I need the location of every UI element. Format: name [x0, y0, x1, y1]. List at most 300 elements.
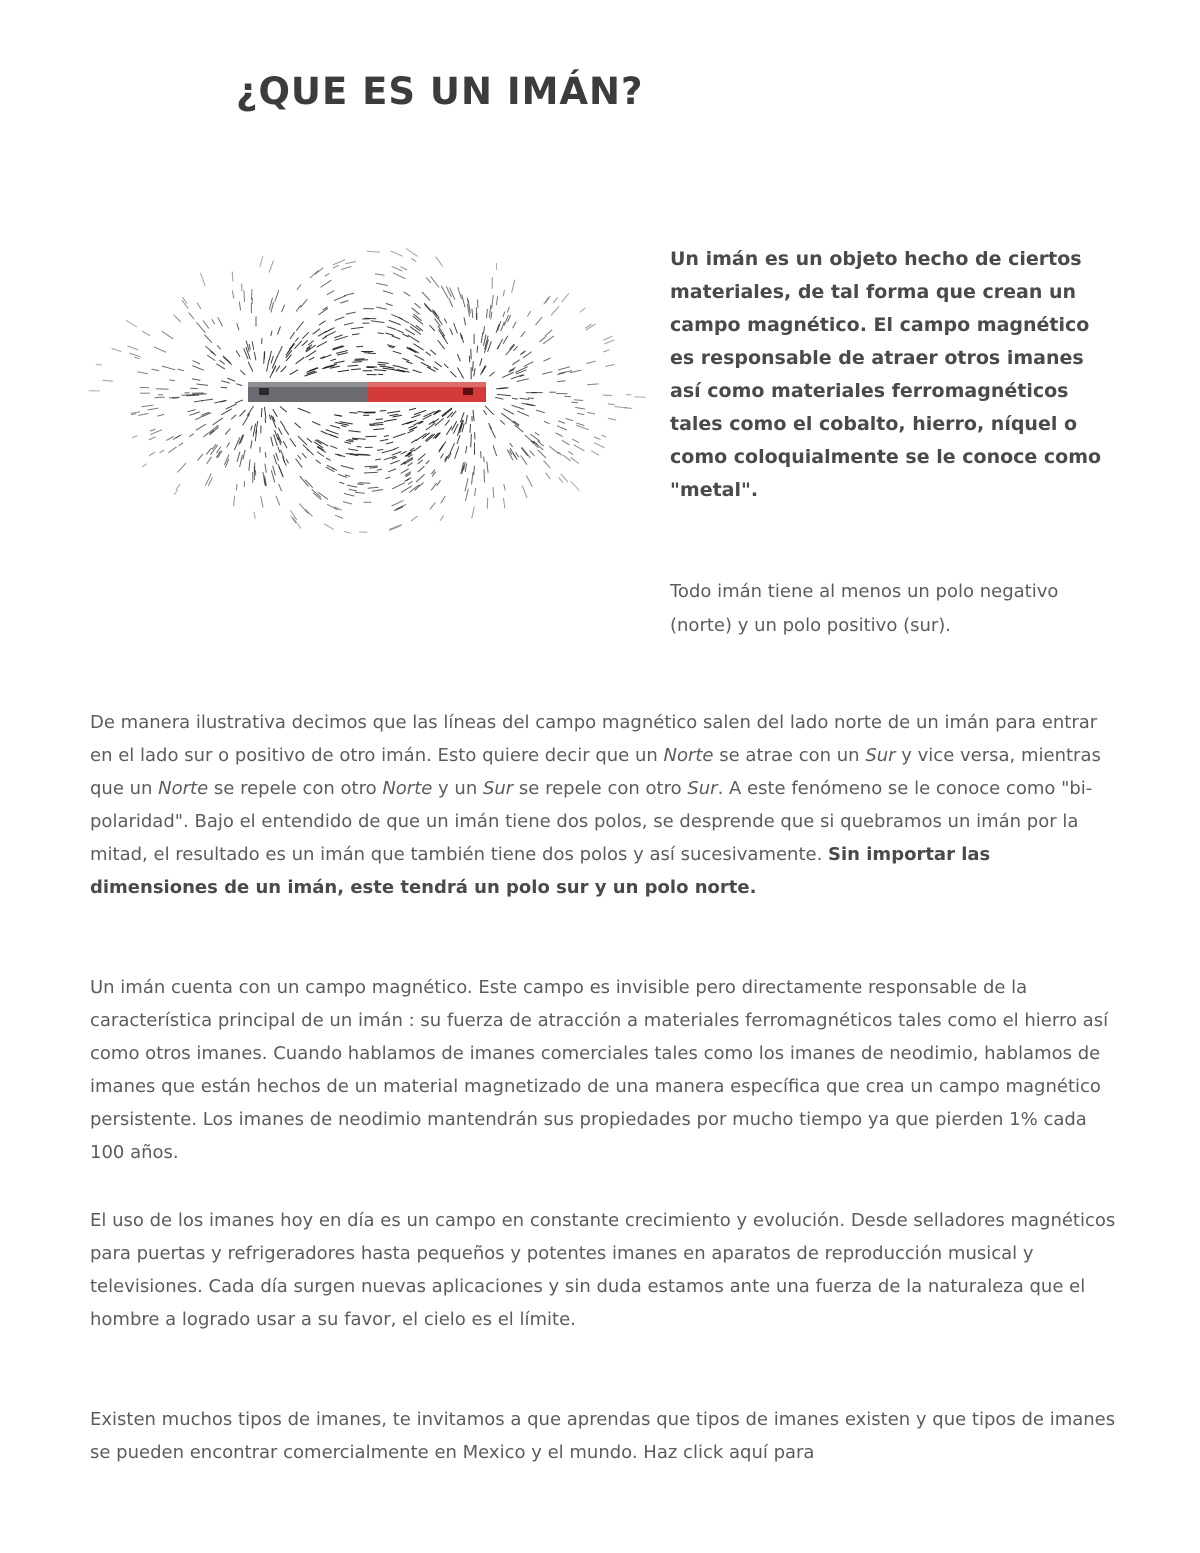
iron-filing: [528, 398, 534, 399]
iron-filing: [608, 404, 615, 405]
iron-filing: [512, 398, 518, 399]
iron-filing: [278, 447, 280, 453]
iron-filing: [393, 351, 402, 354]
iron-filing: [254, 512, 255, 519]
iron-filing: [572, 439, 579, 443]
iron-filing: [477, 346, 478, 353]
iron-filing: [449, 298, 453, 307]
iron-filing: [341, 466, 354, 470]
iron-filing: [426, 277, 431, 283]
iron-filing: [559, 371, 572, 374]
iron-filing: [506, 345, 515, 355]
iron-filing: [482, 366, 486, 373]
iron-filing: [269, 351, 271, 360]
iron-filing: [321, 280, 332, 287]
iron-filing: [357, 447, 362, 448]
iron-filing: [195, 418, 200, 420]
iron-filing: [327, 291, 335, 295]
iron-filing: [189, 434, 194, 437]
iron-filing: [160, 450, 164, 453]
iron-filing: [219, 360, 224, 364]
iron-filing: [169, 397, 180, 398]
iron-filing: [557, 381, 565, 382]
iron-filing: [466, 415, 468, 424]
iron-filing: [154, 347, 166, 353]
iron-filing: [576, 425, 589, 430]
iron-filing: [330, 425, 340, 428]
iron-filing: [330, 446, 337, 449]
iron-filing: [359, 532, 367, 533]
iron-filing: [138, 414, 148, 416]
iron-filing: [344, 493, 355, 496]
iron-filing: [231, 415, 236, 419]
iron-filing: [495, 397, 503, 399]
iron-filing: [451, 411, 456, 417]
iron-filing: [334, 335, 342, 338]
iron-filing: [571, 457, 579, 463]
iron-filing: [290, 370, 298, 375]
iron-filing: [326, 467, 335, 472]
iron-filing: [553, 297, 558, 303]
iron-filing: [343, 502, 352, 505]
iron-filing: [474, 368, 475, 376]
iron-filing: [339, 482, 344, 484]
iron-filing: [594, 437, 601, 440]
iron-filing: [426, 352, 431, 356]
iron-filing: [281, 366, 287, 372]
iron-filing: [335, 317, 345, 321]
iron-filing: [441, 454, 444, 459]
iron-filing: [134, 357, 140, 359]
iron-filing: [415, 303, 421, 308]
iron-filing: [373, 429, 384, 430]
iron-filing: [512, 280, 515, 293]
iron-filing: [226, 404, 237, 409]
magnetic-field-paragraph: Un imán cuenta con un campo magnético. Este campo es invisible pero directamente responsable de la característica principal de un imán : su fuerza de atracción a materiales ferromagnéticos tales como el hierro así como otros imanes. Cuando hablamos de imanes comerciales tales como los imanes de neodimio, hablamos de imanes que están hechos de un material magnetizado de una manera específica que crea un campo magnético persistente. Los imanes de neodimio mantendrán sus propiedades por mucho tiempo ya que pierden 1% cada 100 años.: [90, 977, 1109, 1163]
iron-filing: [271, 356, 273, 364]
iron-filing: [293, 518, 301, 529]
iron-filing: [406, 361, 412, 363]
iron-filing: [496, 296, 497, 305]
iron-filing: [357, 484, 363, 485]
iron-filing: [418, 454, 426, 461]
iron-filing: [149, 452, 155, 456]
iron-filing: [389, 414, 398, 416]
iron-filing: [385, 333, 394, 335]
iron-filing: [521, 448, 528, 456]
iron-filing: [405, 329, 415, 335]
iron-filing: [307, 449, 314, 455]
iron-filing: [162, 366, 175, 370]
iron-filing: [586, 361, 595, 364]
iron-filing: [132, 436, 138, 438]
iron-filing: [198, 454, 203, 460]
iron-filing: [201, 399, 213, 401]
iron-filing: [352, 334, 359, 335]
iron-filing: [142, 331, 150, 336]
iron-filing: [436, 257, 443, 267]
iron-filing: [317, 341, 327, 347]
iron-filing: [260, 256, 263, 267]
iron-filing: [193, 361, 201, 365]
iron-filing: [445, 420, 450, 426]
iron-filing: [249, 344, 250, 350]
iron-filing: [392, 452, 402, 456]
iron-filing: [416, 474, 425, 482]
iron-filing: [351, 369, 361, 370]
iron-filing: [129, 353, 140, 357]
iron-filing: [503, 290, 504, 297]
iron-filing: [348, 431, 360, 432]
iron-filing: [177, 463, 186, 473]
iron-filing: [536, 410, 545, 413]
iron-filing: [539, 336, 546, 342]
iron-filing: [431, 276, 439, 287]
iron-filing: [522, 447, 531, 458]
iron-filing: [408, 481, 413, 484]
iron-filing: [208, 425, 218, 433]
iron-filing: [563, 455, 570, 461]
iron-filing: [178, 369, 184, 371]
iron-filing: [239, 302, 240, 311]
iron-filing: [386, 303, 393, 305]
iron-filing: [384, 419, 397, 421]
iron-filing: [302, 453, 306, 458]
iron-filing: [485, 406, 494, 415]
iron-filing: [308, 341, 314, 346]
iron-filing: [236, 484, 237, 490]
iron-filing: [176, 484, 181, 490]
iron-filing: [277, 326, 280, 334]
iron-filing: [375, 459, 381, 460]
iron-filing: [446, 426, 452, 435]
iron-filing: [296, 357, 305, 364]
iron-filing: [501, 322, 505, 331]
iron-filing: [174, 315, 181, 322]
iron-filing: [346, 312, 356, 314]
iron-filing: [401, 267, 408, 271]
iron-filing: [327, 504, 338, 510]
iron-filing: [234, 496, 235, 507]
iron-filing: [580, 308, 586, 313]
iron-filing: [194, 401, 203, 402]
iron-filing: [322, 355, 332, 359]
iron-filing: [264, 351, 265, 364]
iron-filing: [551, 306, 559, 315]
iron-filing: [240, 370, 245, 375]
iron-filing: [401, 451, 407, 454]
iron-filing: [521, 331, 525, 337]
iron-filing: [392, 336, 401, 339]
iron-filing: [322, 336, 327, 339]
iron-filing: [534, 442, 544, 451]
iron-filing: [410, 448, 415, 451]
iron-filing: [295, 338, 298, 342]
iron-filing: [221, 387, 227, 388]
iron-filing: [279, 466, 284, 477]
iron-filing: [408, 463, 413, 466]
iron-filing: [205, 346, 214, 354]
iron-filing: [392, 483, 405, 489]
iron-filing: [387, 327, 396, 330]
iron-filing: [430, 325, 435, 331]
iron-filing: [490, 426, 496, 438]
iron-filing: [457, 368, 463, 379]
iron-filing: [377, 469, 382, 470]
iron-filing: [299, 503, 308, 513]
iron-filing: [371, 321, 385, 323]
iron-filing: [276, 453, 279, 461]
iron-filing: [355, 492, 365, 493]
iron-filing: [515, 425, 524, 432]
iron-filing: [365, 466, 378, 467]
iron-filing: [389, 524, 402, 529]
iron-filing: [512, 405, 525, 409]
iron-filing: [549, 446, 559, 454]
iron-filing: [214, 400, 226, 403]
iron-filing: [430, 412, 435, 414]
iron-filing: [387, 411, 400, 413]
iron-filing: [444, 364, 448, 368]
iron-filing: [413, 370, 422, 373]
iron-filing: [377, 450, 383, 451]
iron-filing: [466, 446, 467, 453]
iron-filing: [188, 410, 196, 412]
iron-filing: [411, 427, 417, 430]
iron-filing: [203, 321, 209, 329]
iron-filing: [393, 415, 402, 417]
iron-filing: [408, 335, 420, 342]
iron-filing: [265, 418, 266, 423]
iron-filing: [232, 291, 233, 299]
iron-filing: [197, 384, 208, 385]
iron-filing: [344, 442, 351, 444]
iron-filing: [112, 348, 122, 351]
iron-filing: [625, 408, 632, 409]
iron-filing: [491, 312, 492, 320]
iron-filing: [507, 307, 509, 313]
iron-filing: [351, 327, 363, 329]
iron-filing: [388, 469, 396, 472]
iron-filing: [472, 472, 474, 484]
iron-filing: [438, 340, 445, 349]
iron-filing: [141, 405, 153, 407]
iron-filing: [240, 410, 246, 416]
iron-filing: [205, 474, 211, 486]
bipolarity-paragraph: De manera ilustrativa decimos que las líneas del campo magnético salen del lado norte de un imán para entrar en el lado sur o positivo de otro imán. Esto quiere decir que un Norte se atrae con un Sur y vice versa, mientras que un Norte se repele con otro Norte y un Sur se repele con otro Sur. A este fenómeno se le conoce como "bi-polaridad". Bajo el entendido de que un imán tiene dos polos, se desprende que si quebramos un imán por la mitad, el resultado es un imán que también tiene dos polos y así sucesivamente. Sin importar las dimensiones de un imán, este tendrá un polo sur y un polo norte.: [90, 712, 1101, 898]
iron-filing: [404, 292, 411, 296]
iron-filing: [173, 436, 180, 440]
iron-filing: [297, 284, 301, 290]
iron-filing: [520, 398, 530, 399]
iron-filing: [544, 421, 550, 423]
iron-filing: [347, 485, 357, 487]
iron-filing: [325, 273, 330, 276]
iron-filing: [296, 321, 303, 330]
iron-filing: [447, 412, 453, 418]
iron-filing: [378, 364, 386, 365]
iron-filing: [333, 260, 346, 265]
iron-filing: [571, 402, 578, 403]
iron-filing: [513, 346, 518, 351]
iron-filing: [274, 455, 277, 465]
iron-filing: [524, 362, 533, 367]
iron-filing: [290, 332, 295, 339]
iron-filing: [604, 340, 614, 344]
iron-filing: [497, 339, 503, 349]
iron-filing: [516, 452, 519, 457]
iron-filing: [196, 424, 206, 430]
iron-filing: [538, 450, 546, 458]
iron-filing: [341, 267, 351, 270]
iron-filing: [150, 429, 155, 431]
iron-filing: [439, 442, 446, 453]
iron-filing: [478, 300, 479, 309]
iron-filing: [374, 370, 386, 371]
iron-filing: [280, 406, 287, 412]
iron-filing: [480, 358, 482, 366]
iron-filing: [480, 366, 485, 375]
iron-filing: [473, 361, 474, 371]
iron-filing: [574, 445, 585, 451]
iron-filing: [511, 375, 523, 379]
iron-filing: [450, 371, 456, 377]
iron-filing: [558, 367, 570, 370]
iron-filing: [386, 442, 394, 444]
iron-filing: [516, 370, 526, 374]
iron-filing: [324, 524, 334, 530]
iron-filing: [295, 423, 301, 428]
iron-filing: [501, 413, 511, 420]
iron-filing: [430, 503, 436, 510]
iron-filing: [503, 336, 508, 344]
iron-filing: [385, 477, 390, 479]
bar-magnet-icon: [88, 245, 653, 545]
iron-filing: [269, 261, 273, 273]
iron-filing: [488, 341, 492, 352]
iron-filing: [487, 309, 488, 318]
iron-filing: [411, 415, 420, 418]
iron-filing: [393, 365, 402, 367]
iron-filing: [489, 372, 494, 377]
iron-filing: [237, 452, 240, 462]
iron-filing: [244, 291, 245, 302]
iron-filing: [341, 301, 349, 304]
iron-filing: [174, 490, 178, 495]
iron-filing: [312, 421, 320, 425]
iron-filing: [265, 464, 266, 473]
iron-filing: [253, 424, 256, 437]
iron-filing: [458, 287, 462, 299]
iron-filing: [375, 274, 385, 276]
iron-filing: [376, 419, 383, 420]
iron-filing: [389, 320, 401, 325]
north-pole-mark: [259, 388, 269, 395]
iron-filing: [317, 452, 324, 457]
magnet-types-paragraph: Existen muchos tipos de imanes, te invitamos a que aprendas que tipos de imanes existen y que tipos de imanes se pueden encontrar comercialmente en Mexico y el mundo. Haz click aquí para: [90, 1409, 1116, 1463]
iron-filing: [333, 265, 339, 268]
iron-filing: [545, 296, 550, 304]
iron-filing: [411, 258, 416, 262]
iron-filing: [301, 299, 308, 307]
iron-filing: [276, 496, 280, 506]
iron-filing: [315, 268, 323, 274]
iron-filing: [526, 475, 532, 487]
iron-filing: [425, 304, 432, 311]
iron-filing: [267, 360, 269, 372]
iron-filing: [559, 478, 563, 483]
iron-filing: [345, 261, 355, 263]
iron-filing: [247, 406, 253, 416]
iron-filing: [431, 483, 437, 490]
iron-filing: [225, 459, 229, 468]
iron-filing: [437, 480, 441, 486]
iron-filing: [216, 364, 225, 369]
iron-filing: [271, 437, 273, 447]
iron-filing: [407, 420, 417, 424]
iron-filing: [232, 272, 233, 282]
iron-filing: [464, 317, 466, 325]
iron-filing: [227, 442, 230, 447]
iron-filing: [517, 411, 529, 416]
iron-filing: [249, 459, 250, 471]
iron-filing: [372, 490, 383, 492]
iron-filing: [190, 412, 200, 415]
iron-filing: [344, 531, 351, 533]
iron-filing: [376, 283, 388, 286]
iron-filing: [500, 420, 504, 424]
iron-filing: [503, 409, 514, 415]
iron-filing: [424, 303, 432, 312]
iron-filing: [530, 451, 535, 456]
iron-filing: [544, 461, 551, 468]
iron-filing: [326, 430, 339, 435]
iron-filing: [512, 360, 519, 365]
iron-filing: [426, 423, 436, 430]
iron-filing: [271, 331, 272, 336]
iron-filing: [502, 372, 513, 377]
iron-filing: [441, 496, 446, 503]
iron-filing: [350, 413, 358, 414]
iron-filing: [587, 412, 595, 414]
iron-filing: [235, 400, 243, 403]
iron-filing: [275, 290, 279, 301]
iron-filing: [438, 326, 445, 336]
iron-filing: [335, 515, 343, 518]
iron-filing: [348, 440, 353, 441]
iron-filing: [380, 439, 389, 441]
iron-filing: [290, 438, 296, 447]
iron-filing: [347, 365, 358, 366]
iron-filing: [286, 459, 288, 464]
iron-filing: [440, 515, 444, 520]
iron-filing: [384, 436, 389, 437]
iron-filing: [284, 428, 289, 435]
iron-filing: [378, 362, 389, 363]
iron-filing: [414, 410, 426, 414]
iron-filing: [522, 486, 527, 498]
iron-filing: [481, 333, 483, 344]
iron-filing: [394, 447, 399, 449]
iron-filing: [353, 439, 358, 440]
iron-filing: [196, 322, 205, 333]
iron-filing: [305, 509, 312, 516]
iron-filing: [393, 273, 405, 279]
iron-filing: [356, 346, 363, 347]
iron-filing: [402, 358, 409, 360]
iron-filing: [193, 394, 207, 395]
iron-filing: [204, 433, 209, 437]
